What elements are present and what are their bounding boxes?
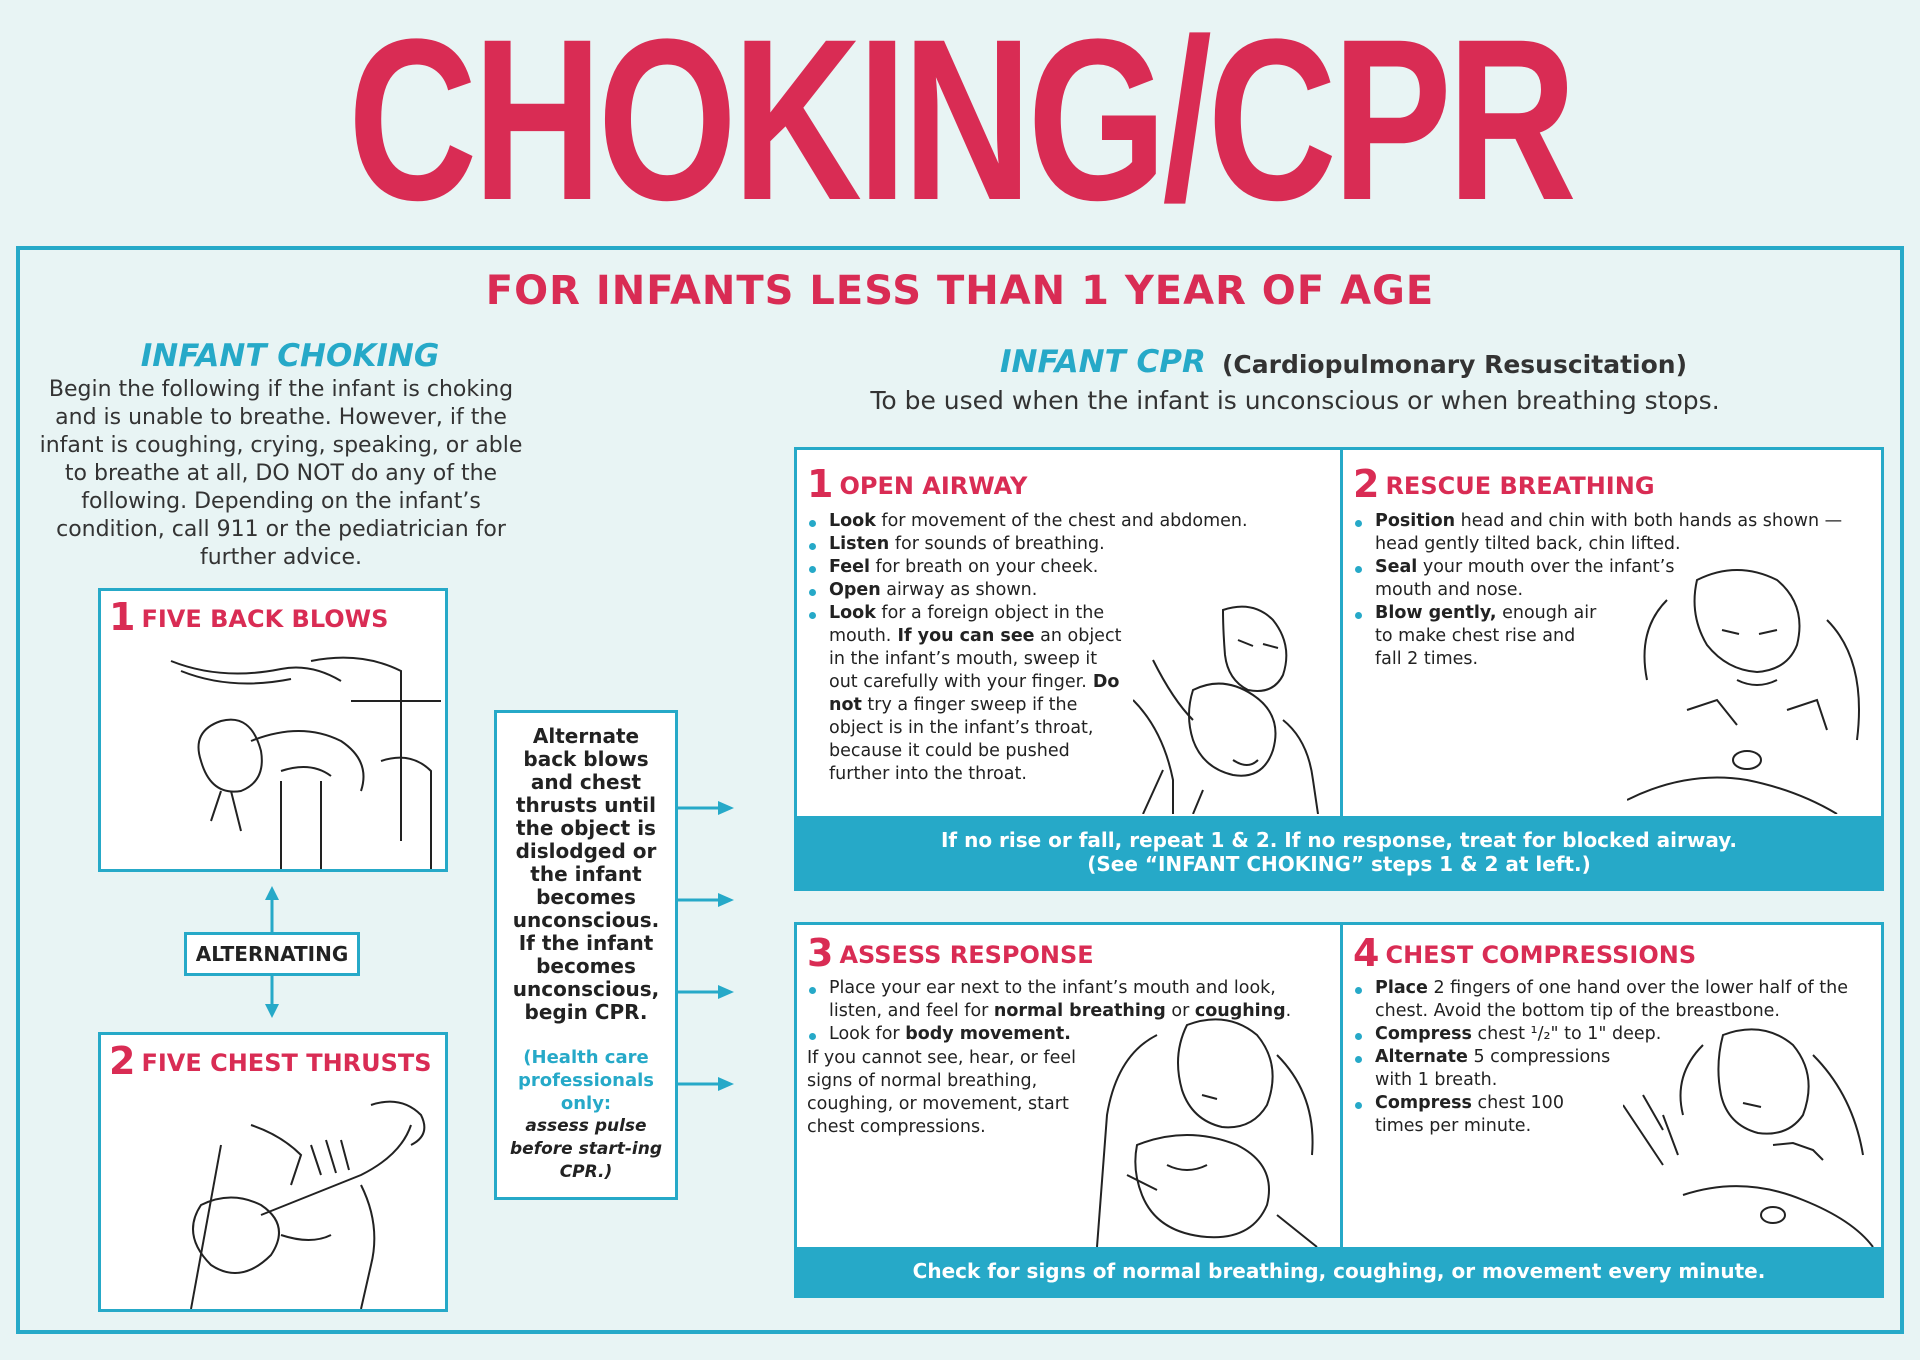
health-care-note-body: assess pulse before start-ing CPR.) bbox=[510, 1116, 662, 1182]
back-blows-panel bbox=[98, 588, 448, 872]
repeat-instructions-band bbox=[797, 816, 1881, 888]
list-item: Blow gently, enough air to make chest rise and fall 2 times. bbox=[1353, 602, 1607, 671]
list-item: Feel for breath on your cheek. bbox=[807, 556, 1307, 579]
list-item: Seal your mouth over the infant’s mouth and nose. bbox=[1353, 556, 1685, 602]
step-label: CHEST COMPRESSIONS bbox=[1385, 941, 1697, 969]
step-number: 2 bbox=[1353, 462, 1380, 506]
panel-divider bbox=[1340, 450, 1343, 816]
alternate-instructions-box bbox=[494, 710, 678, 1200]
check-signs-band: Check for signs of normal breathing, coughing, or movement every minute. bbox=[797, 1247, 1881, 1295]
infant-cpr-subtitle: To be used when the infant is unconscious or when breathing stops. bbox=[870, 386, 1720, 415]
cpr-bottom-panel bbox=[794, 922, 1884, 1298]
band-line-1: If no rise or fall, repeat 1 & 2. If no response, treat for blocked airway. bbox=[940, 828, 1738, 852]
infant-cpr-title: INFANT CPR bbox=[1000, 344, 1206, 380]
list-item: Place 2 fingers of one hand over the lower half of the chest. Avoid the bottom tip of the breastbone. bbox=[1353, 977, 1873, 1023]
chest-compressions-illustration bbox=[1623, 1025, 1877, 1247]
band-line-2: (See “INFANT CHOKING” steps 1 & 2 at left.) bbox=[1087, 852, 1591, 876]
step-number: 1 bbox=[807, 462, 834, 506]
health-care-note-heading: (Health care professionals only: bbox=[518, 1047, 654, 1114]
chest-thrusts-panel bbox=[98, 1032, 448, 1312]
infant-choking-title: INFANT CHOKING bbox=[140, 338, 440, 374]
step-number: 1 bbox=[109, 595, 136, 639]
chest-compressions-heading bbox=[1353, 931, 1696, 975]
list-item: Look for movement of the chest and abdomen. bbox=[807, 510, 1307, 533]
list-item: Look for body movement. bbox=[807, 1023, 1327, 1046]
step-label: OPEN AIRWAY bbox=[839, 472, 1028, 500]
list-item: Compress chest 100 times per minute. bbox=[1353, 1092, 1615, 1138]
list-item: Listen for sounds of breathing. bbox=[807, 533, 1307, 556]
list-item: Alternate 5 compressions with 1 breath. bbox=[1353, 1046, 1615, 1092]
poster-title: CHOKING/CPR bbox=[347, 0, 1573, 248]
alternate-main-text: Alternate back blows and chest thrusts until the object is dislodged or the infant becomes unconscious. If the infant becomes unconscious, begin CPR. bbox=[512, 724, 660, 1024]
step-number: 2 bbox=[109, 1039, 136, 1083]
infant-cpr-title-paren: (Cardiopulmonary Resuscitation) bbox=[1222, 350, 1687, 379]
step-label: FIVE BACK BLOWS bbox=[141, 605, 389, 633]
poster-subtitle: FOR INFANTS LESS THAN 1 YEAR OF AGE bbox=[485, 268, 1435, 314]
chest-thrusts-heading bbox=[109, 1039, 432, 1083]
list-item: Position head and chin with both hands as shown — head gently tilted back, chin lifted. bbox=[1353, 510, 1873, 556]
assess-response-heading bbox=[807, 931, 1094, 975]
back-blows-heading bbox=[109, 595, 388, 639]
panel-divider bbox=[1340, 925, 1343, 1247]
step-label: RESCUE BREATHING bbox=[1385, 472, 1655, 500]
list-item: Compress chest ¹/₂" to 1" deep. bbox=[1353, 1023, 1873, 1046]
open-airway-heading bbox=[807, 462, 1027, 506]
right-arrows-icon bbox=[676, 796, 736, 1096]
cpr-top-panel bbox=[794, 447, 1884, 891]
alternating-label: ALTERNATING bbox=[184, 932, 360, 976]
assess-response-illustration bbox=[1067, 1015, 1337, 1247]
step-number: 4 bbox=[1353, 931, 1380, 975]
rescue-breathing-illustration bbox=[1627, 560, 1877, 814]
step-number: 3 bbox=[807, 931, 834, 975]
list-item: Look for a foreign object in the mouth. If you can see an object in the infant’s mouth, sweep it out carefully with your finger. Do not try a finger sweep if the object is in the infant’s throat, because it could be pushed further into the throat. bbox=[807, 602, 1129, 786]
rescue-breathing-heading bbox=[1353, 462, 1655, 506]
list-item: Open airway as shown. bbox=[807, 579, 1307, 602]
back-blows-illustration bbox=[161, 641, 445, 869]
chest-thrusts-illustration bbox=[161, 1085, 445, 1309]
open-airway-illustration bbox=[1133, 600, 1333, 814]
assess-response-paragraph: If you cannot see, hear, or feel signs of normal breathing, coughing, or movement, start chest compressions. bbox=[807, 1048, 1076, 1137]
step-label: FIVE CHEST THRUSTS bbox=[141, 1049, 432, 1077]
step-label: ASSESS RESPONSE bbox=[839, 941, 1094, 969]
infant-choking-intro: Begin the following if the infant is choking and is unable to breathe. However, if the infant is coughing, crying, speaking, or able to breathe at all, DO NOT do any of the following. Depending on the infant’s condition, call 911 or the pediatrician for further advice. bbox=[39, 377, 523, 570]
list-item: Place your ear next to the infant’s mouth and look, listen, and feel for normal breathing or coughing. bbox=[807, 977, 1327, 1023]
